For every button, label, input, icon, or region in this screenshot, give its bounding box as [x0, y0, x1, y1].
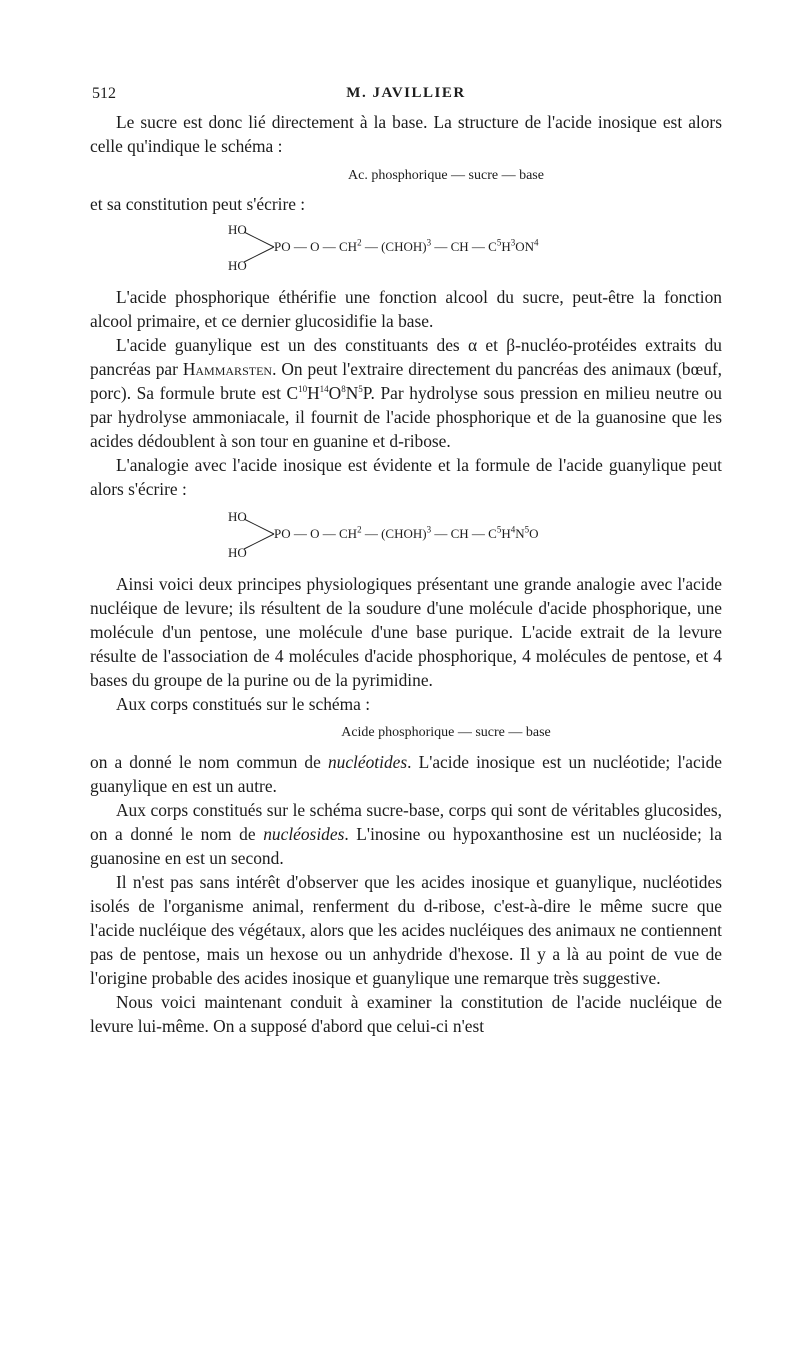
- author-hammarsten: Hammarsten: [182, 359, 273, 379]
- paragraph-6: Ainsi voici deux principes physiologiques présentant une grande analogie avec l'acide nucléique de levure; ils résultent de la soudure d'une molécule d'acide phosphorique, une molécule d'un pentose, une molécule d'une base purique. L'acide extrait de la levure résulte de l'association de 4 molécules d'acide phosphorique, 4 molécules de pentose, et 4 bases du groupe de la purine ou de la pyrimidine.: [90, 574, 722, 690]
- page-number: 512: [92, 85, 116, 102]
- formula-chain: PO — O — $CH^2$ — (CHOH)$^3$ — CH — $C^5H^3ON^4$: [274, 237, 539, 254]
- term-nucleotides: nucléotides: [327, 752, 408, 772]
- page: [90, 80, 722, 1038]
- page-header: [90, 80, 722, 110]
- paragraph-1: Le sucre est donc lié directement à la base. La structure de l'acide inosique est alors celle qu'indique le schéma :: [90, 112, 722, 156]
- schema-2: Acide phosphorique — sucre — base: [341, 725, 551, 740]
- paragraph-5: L'analogie avec l'acide inosique est évidente et la formule de l'acide guanylique peut alors s'écrire :: [90, 455, 722, 499]
- formula-ho-bottom: HO: [228, 545, 247, 560]
- formula-bond-lines: [242, 230, 276, 266]
- paragraph-11: Nous voici maintenant conduit à examiner la constitution de l'acide nucléique de levure lui-même. On a supposé d'abord que celui-ci n'est: [90, 992, 722, 1036]
- term-nucleosides: nucléosides: [263, 824, 345, 844]
- paragraph-7: Aux corps constitués sur le schéma :: [116, 694, 371, 714]
- running-title: M. JAVILLIER: [346, 85, 466, 101]
- formula-ho-top: HO: [228, 222, 247, 237]
- formula-bond-lines: [242, 517, 276, 553]
- formula-inosinic-acid: [90, 222, 722, 280]
- formula-ho-bottom: HO: [228, 258, 247, 273]
- schema-1: Ac. phosphorique — sucre — base: [348, 168, 544, 183]
- formula-ho-top: HO: [228, 509, 247, 524]
- formula-guanylic-acid: [90, 509, 722, 567]
- paragraph-8: on a donné le nom commun de nucléotides. L'acide inosique est un nucléotide; l'acide guanylique en est un autre.: [90, 752, 722, 796]
- paragraph-10: Il n'est pas sans intérêt d'observer que les acides inosique et guanylique, nucléotides isolés de l'organisme animal, renferment du d-ribose, c'est-à-dire le même sucre que l'acide nucléique des végétaux, alors que les acides nucléiques des animaux ne contiennent pas de pentose, mais un hexose ou un anhydride d'hexose. Il y a là au point de vue de l'origine probable des acides inosique et guanylique une remarque très suggestive.: [90, 872, 722, 988]
- paragraph-3: L'acide phosphorique éthérifie une fonction alcool du sucre, peut-être la fonction alcool primaire, et ce dernier glucosidifie la base.: [90, 287, 722, 331]
- formula-chain: PO — O — $CH^2$ — (CHOH)$^3$ — CH — $C^5H^4N^5O$: [274, 524, 539, 541]
- paragraph-2: et sa constitution peut s'écrire :: [90, 194, 306, 214]
- paragraph-4: L'acide guanylique est un des constituants des α et β-nucléo-protéides extraits du pancréas par Hammarsten. On peut l'extraire directement du pancréas des animaux (bœuf, porc). Sa formule brute est $C^{10}H^{14}O^8N^5P$. Par hydrolyse sous pression en milieu neutre ou par hydrolyse ammoniacale, il fournit de l'acide phosphorique et de la guanosine que les acides dédoublent à son tour en guanine et d-ribose.: [90, 335, 722, 451]
- paragraph-9: Aux corps constitués sur le schéma sucre-base, corps qui sont de véritables glucosides, on a donné le nom de nucléosides. L'inosine ou hypoxanthosine est un nucléoside; la guanosine en est un second.: [90, 800, 722, 868]
